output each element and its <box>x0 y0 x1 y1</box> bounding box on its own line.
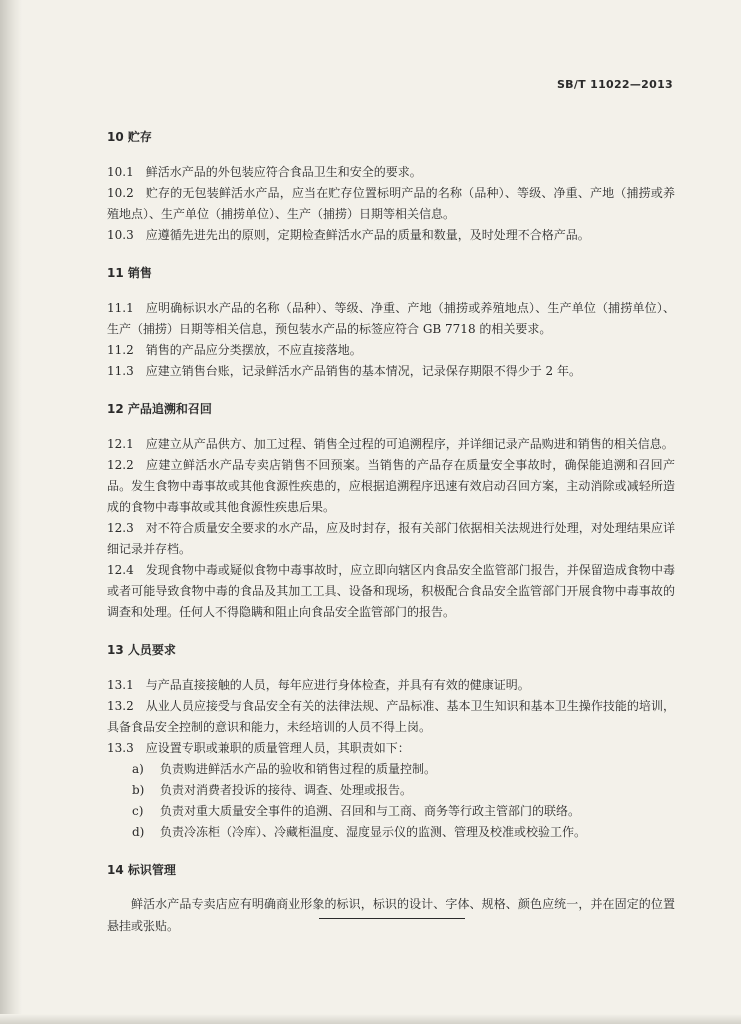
clause-number: 11.1 <box>107 301 134 315</box>
document-body <box>107 128 675 937</box>
clause-14-text: 鲜活水产品专卖店应有明确商业形象的标识，标识的设计、字体、规格、颜色应统一，并在固定的位置悬挂或张贴。 <box>107 897 675 933</box>
section-12-title: 12 产品追溯和召回 <box>107 402 212 416</box>
list-marker: b) <box>132 783 145 797</box>
clause-13-3 <box>107 738 675 759</box>
clause-text: 对不符合质量安全要求的水产品，应及时封存，报有关部门依据相关法规进行处理，对处理结果应详细记录并存档。 <box>107 521 675 556</box>
standard-code: SB/T 11022—2013 <box>556 78 673 91</box>
list-marker: d) <box>132 825 145 839</box>
clause-10-1 <box>107 162 675 183</box>
clause-13-1 <box>107 675 675 696</box>
clause-number: 12.3 <box>107 521 134 535</box>
section-10-title: 10 贮存 <box>107 130 152 144</box>
clause-10-2 <box>107 183 675 225</box>
clause-12-3 <box>107 518 675 560</box>
clause-number: 13.1 <box>107 678 134 692</box>
clause-text: 应建立从产品供方、加工过程、销售全过程的可追溯程序，并详细记录产品购进和销售的相关信息。 <box>145 437 674 451</box>
clause-12-4 <box>107 560 675 623</box>
list-marker: a) <box>132 762 144 776</box>
clause-12-1 <box>107 434 675 455</box>
clause-text: 贮存的无包装鲜活水产品，应当在贮存位置标明产品的名称（品种）、等级、净重、产地（捕捞或养殖地点）、生产单位（捕捞单位）、生产（捕捞）日期等相关信息。 <box>107 186 675 221</box>
list-item-text: 负责对消费者投诉的接待、调查、处理或报告。 <box>160 783 413 797</box>
clause-text: 与产品直接接触的人员，每年应进行身体检查，并具有有效的健康证明。 <box>145 678 530 692</box>
clause-text: 应设置专职或兼职的质量管理人员，其职责如下： <box>145 741 410 755</box>
clause-number: 10.1 <box>107 165 134 179</box>
clause-11-3 <box>107 361 675 382</box>
clause-number: 13.3 <box>107 741 134 755</box>
list-item-text: 负责冷冻柜（冷库）、冷藏柜温度、湿度显示仪的监测、管理及校准或校验工作。 <box>160 825 587 839</box>
clause-number: 11.2 <box>107 343 134 357</box>
clause-12-2 <box>107 455 675 518</box>
clause-10-3 <box>107 225 675 246</box>
section-14-title: 14 标识管理 <box>107 863 176 877</box>
section-11-title: 11 销售 <box>107 266 152 280</box>
clause-number: 13.2 <box>107 699 134 713</box>
clause-text: 发现食物中毒或疑似食物中毒事故时，应立即向辖区内食品安全监管部门报告，并保留造成食物中毒或者可能导致食物中毒的食品及其加工工具、设备和现场，积极配合食品安全监管部门开展食物中毒事故的调查和处理。任何人不得隐瞒和阻止向食品安全监管部门的报告。 <box>107 563 675 619</box>
end-rule <box>319 918 465 919</box>
scan-left-edge <box>0 0 22 1024</box>
clause-number: 11.3 <box>107 364 134 378</box>
clause-text: 应遵循先进先出的原则，定期检查鲜活水产品的质量和数量，及时处理不合格产品。 <box>145 228 590 242</box>
duty-item-b <box>107 780 675 801</box>
scan-bottom-edge <box>0 1014 741 1024</box>
clause-13-2 <box>107 696 675 738</box>
list-item-text: 负责购进鲜活水产品的验收和销售过程的质量控制。 <box>160 762 437 776</box>
clause-text: 销售的产品应分类摆放，不应直接落地。 <box>145 343 362 357</box>
clause-text: 鲜活水产品的外包装应符合食品卫生和安全的要求。 <box>145 165 422 179</box>
clause-text: 从业人员应接受与食品安全有关的法律法规、产品标准、基本卫生知识和基本卫生操作技能的培训，具备食品安全控制的意识和能力，未经培训的人员不得上岗。 <box>107 699 675 734</box>
clause-number: 10.2 <box>107 186 134 200</box>
list-item-text: 负责对重大质量安全事件的追溯、召回和与工商、商务等行政主管部门的联络。 <box>160 804 581 818</box>
clause-text: 应明确标识水产品的名称（品种）、等级、净重、产地（捕捞或养殖地点）、生产单位（捕捞单位）、生产（捕捞）日期等相关信息，预包装水产品的标签应符合 GB 7718 的相关要求。 <box>107 301 675 336</box>
section-13-title: 13 人员要求 <box>107 643 176 657</box>
clause-text: 应建立销售台账，记录鲜活水产品销售的基本情况，记录保存期限不得少于 2 年。 <box>145 364 581 378</box>
clause-number: 10.3 <box>107 228 134 242</box>
list-marker: c) <box>132 804 144 818</box>
duty-item-a <box>107 759 675 780</box>
clause-number: 12.1 <box>107 437 134 451</box>
clause-number: 12.4 <box>107 563 134 577</box>
duty-item-c <box>107 801 675 822</box>
clause-11-1 <box>107 298 675 340</box>
duty-item-d <box>107 822 675 843</box>
clause-text: 应建立鲜活水产品专卖店销售不回预案。当销售的产品存在质量安全事故时，确保能追溯和召回产品。发生食物中毒事故或其他食源性疾患的，应根据追溯程序迅速有效启动召回方案，主动消除或减轻所造成的食物中毒事故或其他食源性疾患后果。 <box>107 458 675 514</box>
clause-11-2 <box>107 340 675 361</box>
clause-number: 12.2 <box>107 458 134 472</box>
